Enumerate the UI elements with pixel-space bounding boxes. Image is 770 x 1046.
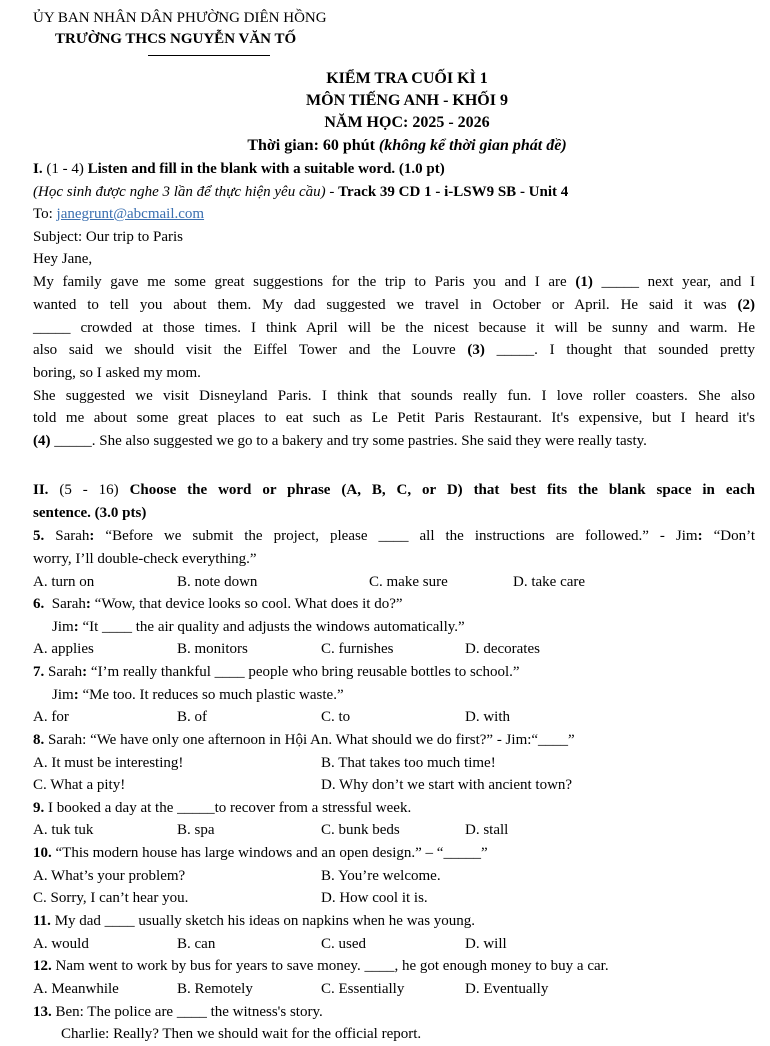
- option-c[interactable]: C. to: [321, 709, 351, 725]
- ward-name: ỦY BAN NHÂN DÂN PHƯỜNG DIÊN HỒNG: [33, 10, 327, 26]
- option-a[interactable]: A. What’s your problem?: [33, 868, 186, 884]
- option-d[interactable]: D. How cool it is.: [321, 890, 428, 906]
- email-to-label: To:: [33, 206, 57, 222]
- email-line: also said we should visit the Eiffel Tower and the Louvre (3) _____. I thought that sounded pretty: [33, 342, 755, 358]
- option-b[interactable]: B. You’re welcome.: [321, 868, 441, 884]
- school-name: TRƯỜNG THCS NGUYỄN VĂN TỐ: [55, 31, 297, 47]
- email-line: boring, so I asked my mom.: [33, 365, 201, 381]
- option-b[interactable]: B. That takes too much time!: [321, 755, 496, 771]
- option-d[interactable]: D. Why don’t we start with ancient town?: [321, 777, 573, 793]
- question-7: 7. Sarah: “I’m really thankful ____ people who bring reusable bottles to school.”: [33, 664, 520, 680]
- email-line: told me about some great places to eat such as Le Petit Paris Restaurant. It's expensive, but I heard it's: [33, 410, 755, 426]
- option-c[interactable]: C. Essentially: [321, 981, 405, 997]
- question-8: 8. Sarah: “We have only one afternoon in Hội An. What should we do first?” - Jim:“____”: [33, 732, 575, 748]
- exam-subject: MÔN TIẾNG ANH - KHỐI 9: [306, 92, 508, 109]
- option-d[interactable]: D. with: [465, 709, 510, 725]
- exam-title: KIỂM TRA CUỐI KÌ 1: [326, 70, 488, 87]
- question-7-reply: Jim: “Me too. It reduces so much plastic waste.”: [52, 687, 344, 703]
- question-13-reply: Charlie: Really? Then we should wait for the official report.: [61, 1026, 422, 1042]
- section1-note: [33, 184, 568, 201]
- email-to: [33, 206, 204, 223]
- option-c[interactable]: C. make sure: [369, 574, 448, 590]
- email-line: My family gave me some great suggestions for the trip to Paris you and I are (1) _____ next year, and I: [33, 274, 755, 290]
- header-divider: [148, 55, 270, 56]
- option-b[interactable]: B. spa: [177, 822, 215, 838]
- question-11: 11. My dad ____ usually sketch his ideas on napkins when he was young.: [33, 913, 476, 929]
- section2-heading-cont: sentence. (3.0 pts): [33, 505, 147, 521]
- option-a[interactable]: A. It must be interesting!: [33, 755, 184, 771]
- email-subject: Subject: Our trip to Paris: [33, 229, 183, 245]
- question-6: 6. Sarah: “Wow, that device looks so cool. What does it do?”: [33, 596, 403, 612]
- email-line: wanted to tell you about them. My dad suggested we travel in October or April. He said it was (2): [33, 297, 755, 313]
- question-5: 5. Sarah: “Before we submit the project, please ____ all the instructions are followed.” - Jim: “Don’t: [33, 528, 755, 544]
- option-b[interactable]: B. can: [177, 936, 216, 952]
- question-13: 13. Ben: The police are ____ the witness's story.: [33, 1004, 323, 1020]
- email-address-link[interactable]: janegrunt@abcmail.com: [56, 206, 205, 222]
- exam-time-note: (không kể thời gian phát đề): [378, 137, 567, 154]
- email-line: (4) _____. She also suggested we go to a bakery and try some pastries. She said they were really tasty.: [33, 433, 647, 449]
- section1-range: (1 - 4): [42, 161, 88, 177]
- option-d[interactable]: D. Eventually: [465, 981, 549, 997]
- option-b[interactable]: B. monitors: [177, 641, 248, 657]
- question-9: 9. I booked a day at the _____to recover from a stressful week.: [33, 800, 412, 816]
- question-6-reply: Jim: “It ____ the air quality and adjusts the windows automatically.”: [52, 619, 465, 635]
- option-a[interactable]: A. tuk tuk: [33, 822, 94, 838]
- option-a[interactable]: A. Meanwhile: [33, 981, 119, 997]
- option-c[interactable]: C. What a pity!: [33, 777, 126, 793]
- option-c[interactable]: C. furnishes: [321, 641, 394, 657]
- option-a[interactable]: A. would: [33, 936, 89, 952]
- exam-time: [22, 137, 770, 155]
- option-d[interactable]: D. will: [465, 936, 507, 952]
- section1-number: I.: [33, 161, 43, 177]
- option-a[interactable]: A. turn on: [33, 574, 95, 590]
- exam-year: NĂM HỌC: 2025 - 2026: [324, 114, 490, 131]
- note-dash: -: [325, 184, 339, 200]
- question-10: 10. “This modern house has large windows and an open design.” – “_____”: [33, 845, 488, 861]
- option-b[interactable]: B. Remotely: [177, 981, 253, 997]
- option-d[interactable]: D. stall: [465, 822, 509, 838]
- section1-instruction: Listen and fill in the blank with a suitable word. (1.0 pt): [87, 161, 445, 177]
- listening-note: (Học sinh được nghe 3 lần để thực hiện yêu cầu): [33, 184, 326, 200]
- email-line: _____ crowded at those times. I think April will be the nicest because it will be sunny and warm. He: [33, 320, 755, 336]
- track-info: Track 39 CD 1 - i-LSW9 SB - Unit 4: [338, 184, 569, 200]
- option-b[interactable]: B. note down: [177, 574, 258, 590]
- option-d[interactable]: D. decorates: [465, 641, 540, 657]
- option-a[interactable]: A. applies: [33, 641, 94, 657]
- exam-time-label: Thời gian: 60 phút: [247, 137, 379, 154]
- email-line: She suggested we visit Disneyland Paris. I think that sounds really fun. I love roller coasters. She also: [33, 388, 755, 404]
- option-c[interactable]: C. bunk beds: [321, 822, 400, 838]
- section1-heading: [33, 161, 445, 178]
- question-5-cont: worry, I’ll double-check everything.”: [33, 551, 257, 567]
- question-12: 12. Nam went to work by bus for years to save money. ____, he got enough money to buy a car.: [33, 958, 609, 974]
- section2-heading: II. (5 - 16) Choose the word or phrase (A, B, C, or D) that best fits the blank space in each: [33, 482, 755, 498]
- option-a[interactable]: A. for: [33, 709, 69, 725]
- option-d[interactable]: D. take care: [513, 574, 586, 590]
- email-greeting: Hey Jane,: [33, 251, 93, 267]
- option-c[interactable]: C. Sorry, I can’t hear you.: [33, 890, 189, 906]
- option-b[interactable]: B. of: [177, 709, 207, 725]
- option-c[interactable]: C. used: [321, 936, 366, 952]
